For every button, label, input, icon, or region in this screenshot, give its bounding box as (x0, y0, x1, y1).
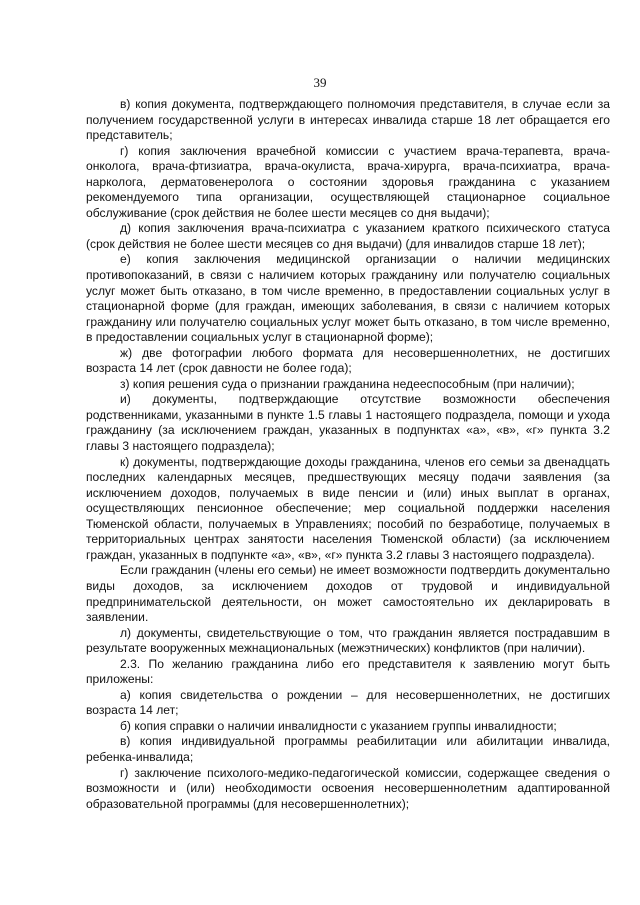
paragraph-income-declaration: Если гражданин (члены его семьи) не имеет возможности подтвердить документально виды доходов, за исключением доходов от трудовой и индивидуальной предпринимательской деятельности, он может самостоятельно их декларировать в заявлении. (86, 563, 610, 625)
paragraph-g-medical-commission: г) копия заключения врачебной комиссии с участием врача-терапевта, врача-онколога, врача-фтизиатра, врача-окулиста, врача-хирурга, врача-психиатра, врача-нарколога, дерматовенеролога о состоянии здоровья гражданина с указанием рекомендуемого типа организации, осуществляющей стационарное социальное обслуживание (срок действия не более шести месяцев со дня выдачи); (86, 143, 610, 220)
paragraph-k-income: к) документы, подтверждающие доходы гражданина, членов его семьи за двенадцать последних календарных месяцев, предшествующих месяцу подачи заявления (за исключением доходов, получаемых в виде пенсии и (или) иных выплат в органах, осуществляющих пенсионное обеспечение; мер социальной поддержки населения Тюменской области, получаемых в Управлениях; пособий по безработице, получаемых в территориальных центрах занятости населения Тюменской области) (за исключением граждан, указанных в подпункте «а», «в», «г» пункта 3.2 главы 3 настоящего подраздела). (86, 454, 610, 562)
paragraph-l-conflict-victim: л) документы, свидетельствующие о том, что гражданин является пострадавшим в результате вооруженных межнациональных (межэтнических) конфликтов (при наличии). (86, 625, 610, 656)
paragraph-z-court-decision: з) копия решения суда о признании гражданина недееспособным (при наличии); (120, 376, 575, 391)
paragraph-v-rehabilitation-program: в) копия индивидуальной программы реабилитации или абилитации инвалида, ребенка-инвалида; (86, 734, 610, 764)
paragraph-v-representative: в) копия документа, подтверждающего полномочия представителя, в случае если за получением государственной услуги в интересах инвалида старше 18 лет обращается его представитель; (86, 97, 610, 143)
paragraph-a-birth-certificate: а) копия свидетельства о рождении – для несовершеннолетних, не достигших возраста 14 лет; (86, 687, 610, 718)
page-number: 39 (313, 75, 327, 90)
paragraph-2-3-optional: 2.3. По желанию гражданина либо его представителя к заявлению могут быть приложены: (86, 656, 610, 687)
paragraph-d-psychiatrist: д) копия заключения врача-психиатра с указанием краткого психического статуса (срок действия не более шести месяцев со дня выдачи) (для инвалидов старше 18 лет); (86, 221, 610, 251)
paragraph-zh-photos: ж) две фотографии любого формата для несовершеннолетних, не достигших возраста 14 лет (срок давности не более года); (86, 345, 610, 376)
paragraph-i-relatives: и) документы, подтверждающие отсутствие возможности обеспечения родственниками, указанными в пункте 1.5 главы 1 настоящего подраздела, помощи и ухода гражданину (за исключением граждан, указанных в подпунктах «а», «в», «г» пункта 3.2 главы 3 настоящего подраздела); (86, 392, 610, 454)
paragraph-g-pmpk-conclusion: г) заключение психолого-медико-педагогической комиссии, содержащее сведения о возможности и (или) необходимости освоения несовершеннолетним адаптированной образовательной программы (для несовершеннолетних); (86, 765, 610, 811)
paragraph-e-contraindications: е) копия заключения медицинской организации о наличии медицинских противопоказаний, в связи с наличием которых гражданину или получателю социальных услуг может быть отказано, в том числе временно, в предоставлении социальных услуг в стационарной форме (для граждан, имеющих заболевания, в связи с наличием которых гражданину или получателю социальных услуг может быть отказано, в том числе временно, в предоставлении социальных услуг в стационарной форме); (86, 252, 610, 345)
document-body (86, 97, 610, 812)
paragraph-b-disability-certificate: б) копия справки о наличии инвалидности с указанием группы инвалидности; (120, 718, 557, 733)
